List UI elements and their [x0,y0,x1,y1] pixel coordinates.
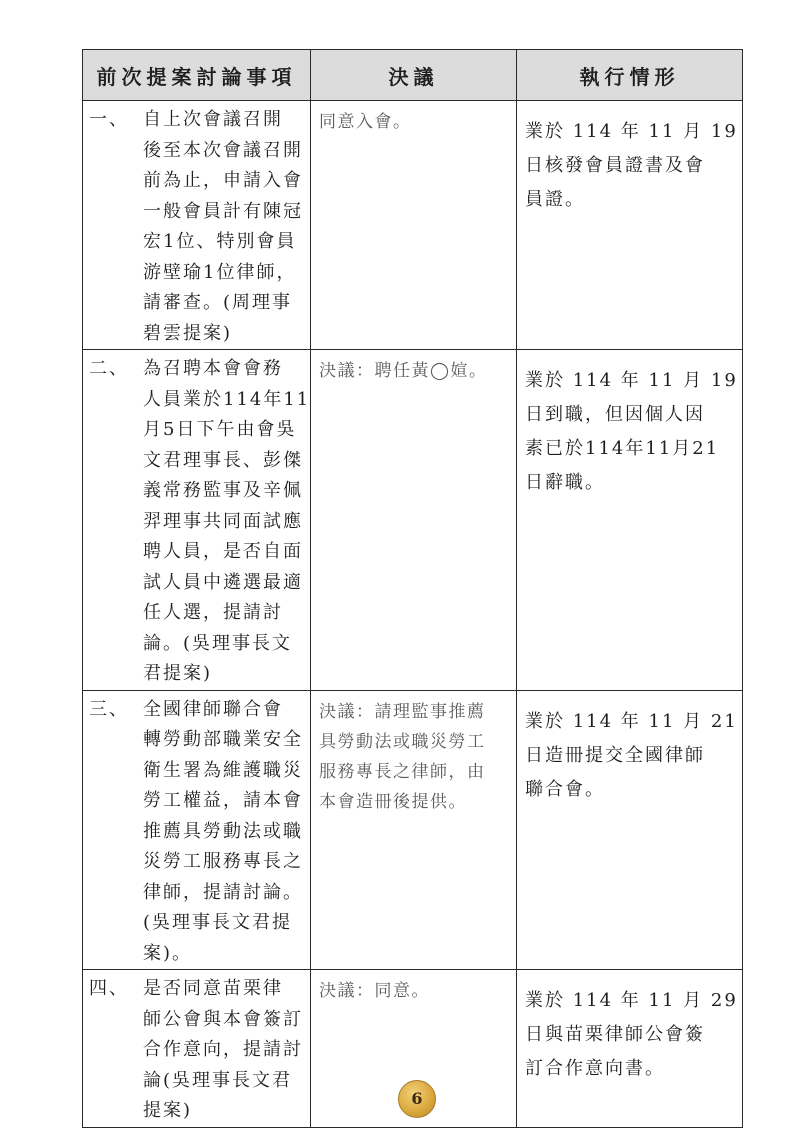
item-line: 聘人員，是否自面 [143,541,303,562]
item-line: 論(吳理事長文君 [143,1069,293,1091]
item-line: 文君理事長、彭傑 [143,449,303,471]
resolution-line: 服務專長之律師，由 [319,761,486,782]
item-line: 君提案) [143,663,213,684]
resolution-line: 決議：同意。 [319,981,430,1001]
item-cell [83,350,311,691]
resolution-cell [311,350,517,691]
execution-line: 業於 114 年 11 月 19 [525,121,738,142]
execution-cell [517,350,743,691]
item-line: 律師，提請討論。 [143,881,303,903]
item-line: 前為止，申請入會 [143,170,303,191]
item-number: 三、 [89,698,129,720]
item-number: 四、 [89,978,129,999]
item-line: 後至本次會議召開 [143,139,303,161]
execution-cell [517,970,743,1128]
execution-cell [517,690,743,970]
item-line: 合作意向，提請討 [143,1039,303,1060]
item-line: 羿理事共同面試應 [143,510,303,532]
execution-line: 業於 114 年 11 月 19 [525,370,738,391]
item-line: 碧雲提案) [143,322,233,344]
item-number: 一、 [89,109,129,130]
execution-line: 業於 114 年 11 月 21 [525,710,738,732]
table-header-row [83,50,743,101]
header-execution-status: 執行情形 [517,50,743,101]
execution-line: 訂合作意向書。 [525,1058,665,1079]
item-line: 推薦具勞動法或職 [143,820,303,842]
item-cell [83,970,311,1128]
resolution-line: 決議：請理監事推薦 [319,701,486,722]
execution-line: 日與苗栗律師公會簽 [525,1024,705,1045]
header-resolution: 決議 [311,50,517,101]
item-line: (吳理事長文君提 [143,912,293,933]
execution-line: 員證。 [525,189,585,210]
minutes-table [82,49,743,1128]
item-text [143,105,306,349]
resolution-line: 具勞動法或職災勞工 [319,731,486,752]
execution-line: 日核發會員證書及會 [525,155,705,176]
resolution-cell [311,101,517,350]
item-line: 轉勞動部職業安全 [143,729,303,750]
item-line: 師公會與本會簽訂 [143,1008,303,1030]
item-number: 二、 [89,358,129,379]
execution-line: 日造冊提交全國律師 [525,744,705,766]
item-cell [83,101,311,350]
item-line: 全國律師聯合會 [143,698,283,720]
resolution-line: 同意入會。 [319,112,412,132]
resolution-line: 本會造冊後提供。 [319,791,467,812]
item-line: 是否同意苗栗律 [143,978,283,999]
item-line: 案)。 [143,942,193,964]
item-line: 人員業於114年11 [143,388,311,410]
item-line: 一般會員計有陳冠 [143,200,303,222]
page-number-badge: 6 [398,1080,436,1118]
item-line: 衛生署為維護職災 [143,759,303,781]
item-line: 試人員中遴選最適 [143,571,303,593]
execution-line: 業於 114 年 11 月 29 [525,990,738,1011]
item-line: 為召聘本會會務 [143,358,283,379]
item-cell [83,690,311,970]
item-text [143,974,306,1127]
item-line: 游壁瑜1位律師， [143,261,297,283]
item-line: 義常務監事及辛佩 [143,480,303,501]
execution-line: 日到職，但因個人因 [525,404,705,425]
table-row [83,350,743,691]
item-line: 論。(吳理事長文 [143,632,293,654]
item-line: 勞工權益，請本會 [143,790,303,811]
execution-line: 聯合會。 [525,778,605,800]
item-text [143,695,306,970]
item-line: 自上次會議召開 [143,109,283,130]
table-row [83,101,743,350]
item-line: 災勞工服務專長之 [143,851,303,872]
item-line: 請審查。(周理事 [143,292,293,313]
table-row [83,690,743,970]
resolution-line: 決議：聘任黃◯媗。 [319,361,488,381]
resolution-cell [311,690,517,970]
item-line: 宏1位、特別會員 [143,231,297,252]
item-line: 提案) [143,1100,193,1121]
item-line: 月5日下午由會吳 [143,419,297,440]
execution-cell [517,101,743,350]
execution-line: 日辭職。 [525,472,605,493]
header-previous-items: 前次提案討論事項 [83,50,311,101]
item-line: 任人選，提請討 [143,602,283,623]
execution-line: 素已於114年11月21 [525,438,720,459]
item-text [143,354,310,690]
